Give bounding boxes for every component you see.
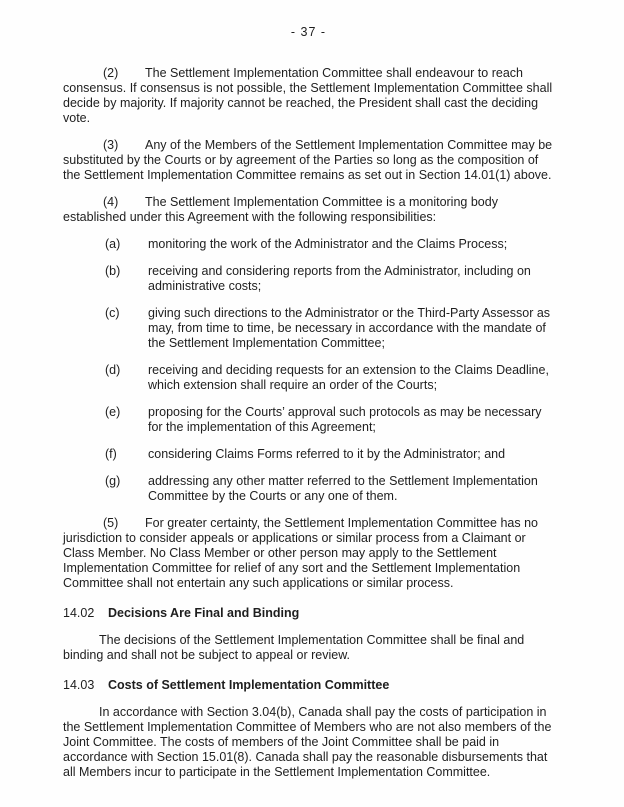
section-14-03-body: In accordance with Section 3.04(b), Canada shall pay the costs of participation in the Settlement Implementation Committee of Members who are not also members of the Joint Committee. The costs of members of the Joint Committee shall be paid in accordance with Section 15.01(8). Canada shall pay the reasonable disbursements that all Members incur to participate in the Settlement Implementation Committee.	[63, 705, 552, 779]
section-heading-14-02	[63, 606, 554, 621]
list-item-b-text: receiving and considering reports from the Administrator, including on administrative costs;	[148, 264, 531, 293]
paragraph-3-text: Any of the Members of the Settlement Implementation Committee may be substituted by the Courts or by agreement of the Parties so long as the composition of the Settlement Implementation Committee remains as set out in Section 14.01(1) above.	[63, 138, 553, 182]
list-item-g-text: addressing any other matter referred to the Settlement Implementation Committee by the Courts or any one of them.	[148, 474, 538, 503]
section-14-02-number: 14.02	[63, 606, 95, 620]
list-item-d-text: receiving and deciding requests for an extension to the Claims Deadline, which extension shall require an order of the Courts;	[148, 363, 549, 392]
list-item-f	[63, 447, 554, 462]
list-item-c-text: giving such directions to the Administrator or the Third-Party Assessor as may, from time to time, be necessary in accordance with the mandate of the Settlement Implementation Committee;	[148, 306, 551, 350]
list-item-a-text: monitoring the work of the Administrator and the Claims Process;	[148, 237, 508, 251]
list-item-a-letter: (a)	[105, 237, 121, 251]
list-item-b	[63, 264, 554, 294]
list-item-e	[63, 405, 554, 435]
list-item-d	[63, 363, 554, 393]
paragraph-2	[63, 66, 554, 126]
list-item-c	[63, 306, 554, 351]
section-14-03-number: 14.03	[63, 678, 95, 692]
paragraph-5-text: For greater certainty, the Settlement Implementation Committee has no jurisdiction to consider appeals or applications or similar process from a Claimant or Class Member. No Class Member or other person may apply to the Settlement Implementation Committee for relief of any sort and the Settlement Implementation Committee shall not entertain any such applications or similar process.	[63, 516, 539, 590]
section-14-02-body: The decisions of the Settlement Implementation Committee shall be final and binding and shall not be subject to appeal or review.	[63, 633, 525, 662]
list-item-e-text: proposing for the Courts’ approval such protocols as may be necessary for the implementation of this Agreement;	[148, 405, 542, 434]
list-item-a	[63, 237, 554, 252]
section-14-03-title: Costs of Settlement Implementation Committee	[108, 678, 390, 692]
paragraph-3-number: (3)	[103, 138, 119, 152]
list-item-g	[63, 474, 554, 504]
list-item-g-letter: (g)	[105, 474, 121, 488]
paragraph-5-number: (5)	[103, 516, 119, 530]
paragraph-3	[63, 138, 554, 183]
list-item-e-letter: (e)	[105, 405, 121, 419]
paragraph-4-text: The Settlement Implementation Committee is a monitoring body established under this Agreement with the following responsibilities:	[63, 195, 498, 224]
list-item-f-text: considering Claims Forms referred to it by the Administrator; and	[148, 447, 506, 461]
paragraph-2-text: The Settlement Implementation Committee shall endeavour to reach consensus. If consensus is not possible, the Settlement Implementation Committee shall decide by majority. If majority cannot be reached, the President shall cast the deciding vote.	[63, 66, 553, 125]
paragraph-4-number: (4)	[103, 195, 119, 209]
paragraph-5	[63, 516, 554, 591]
section-heading-14-03	[63, 678, 554, 693]
section-14-02-title: Decisions Are Final and Binding	[108, 606, 300, 620]
list-item-f-letter: (f)	[105, 447, 117, 461]
list-item-d-letter: (d)	[105, 363, 121, 377]
paragraph-4	[63, 195, 554, 225]
paragraph-2-number: (2)	[103, 66, 119, 80]
page-number: - 37 -	[290, 25, 327, 39]
list-item-b-letter: (b)	[105, 264, 121, 278]
list-item-c-letter: (c)	[105, 306, 120, 320]
